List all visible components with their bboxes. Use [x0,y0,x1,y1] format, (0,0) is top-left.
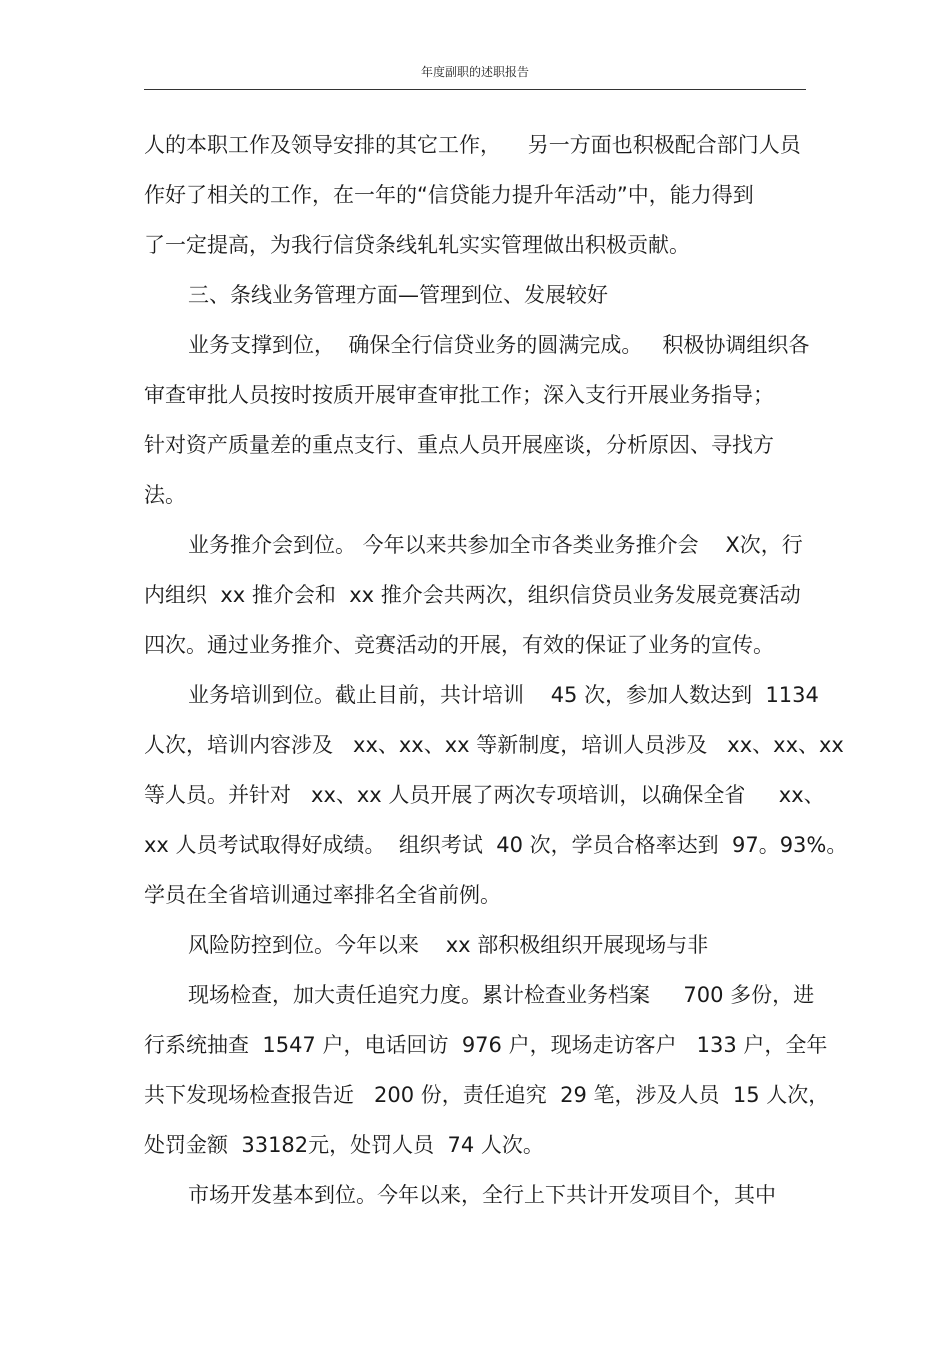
text-line: 作好了相关的工作，在一年的“信贷能力提升年活动”中，能力得到 [144,183,754,207]
text-line: 业务培训到位。截止目前，共计培训 45 次，参加人数达到 1134 [188,683,819,707]
document-body [144,120,848,1220]
text-line: 三、条线业务管理方面—管理到位、发展较好 [188,283,608,307]
page-header [144,64,806,80]
text-line: 了一定提高，为我行信贷条线轧轧实实管理做出积极贡献。 [144,233,690,257]
text-line: 风险防控到位。今年以来 xx 部积极组织开展现场与非 [188,933,709,957]
text-line: 审查审批人员按时按质开展审查审批工作；深入支行开展业务指导； [144,383,774,407]
text-line: 等人员。并针对 xx、xx 人员开展了两次专项培训，以确保全省 xx、 [144,783,825,807]
text-line: 市场开发基本到位。今年以来，全行上下共计开发项目个，其中 [188,1183,776,1207]
text-line: 业务支撑到位， 确保全行信贷业务的圆满完成。 积极协调组织各 [188,333,810,357]
header-divider [144,89,806,90]
text-line: 针对资产质量差的重点支行、重点人员开展座谈，分析原因、寻找方 [144,433,774,457]
text-line: 共下发现场检查报告近 200 份，责任追究 29 笔，涉及人员 15 人次， [144,1083,830,1107]
text-line: 学员在全省培训通过率排名全省前例。 [144,883,501,907]
text-line: 行系统抽查 1547 户，电话回访 976 户，现场走访客户 133 户，全年 [144,1033,828,1057]
text-line: 法。 [144,483,186,507]
header-title: 年度副职的述职报告 [420,65,529,79]
text-line: 处罚金额 33182元，处罚人员 74 人次。 [144,1133,544,1157]
text-line: 现场检查，加大责任追究力度。累计检查业务档案 700 多份，进 [188,983,815,1007]
text-line: 四次。通过业务推介、竞赛活动的开展，有效的保证了业务的宣传。 [144,633,774,657]
text-line: 人的本职工作及领导安排的其它工作， 另一方面也积极配合部门人员 [144,133,801,157]
text-line: 内组织 xx 推介会和 xx 推介会共两次，组织信贷员业务发展竞赛活动 [144,583,801,607]
text-line: 业务推介会到位。 今年以来共参加全市各类业务推介会 X次，行 [188,533,803,557]
text-line: 人次，培训内容涉及 xx、xx、xx 等新制度，培训人员涉及 xx、xx、xx [144,733,844,757]
text-line: xx 人员考试取得好成绩。 组织考试 40 次，学员合格率达到 97。93%。 [144,833,848,857]
